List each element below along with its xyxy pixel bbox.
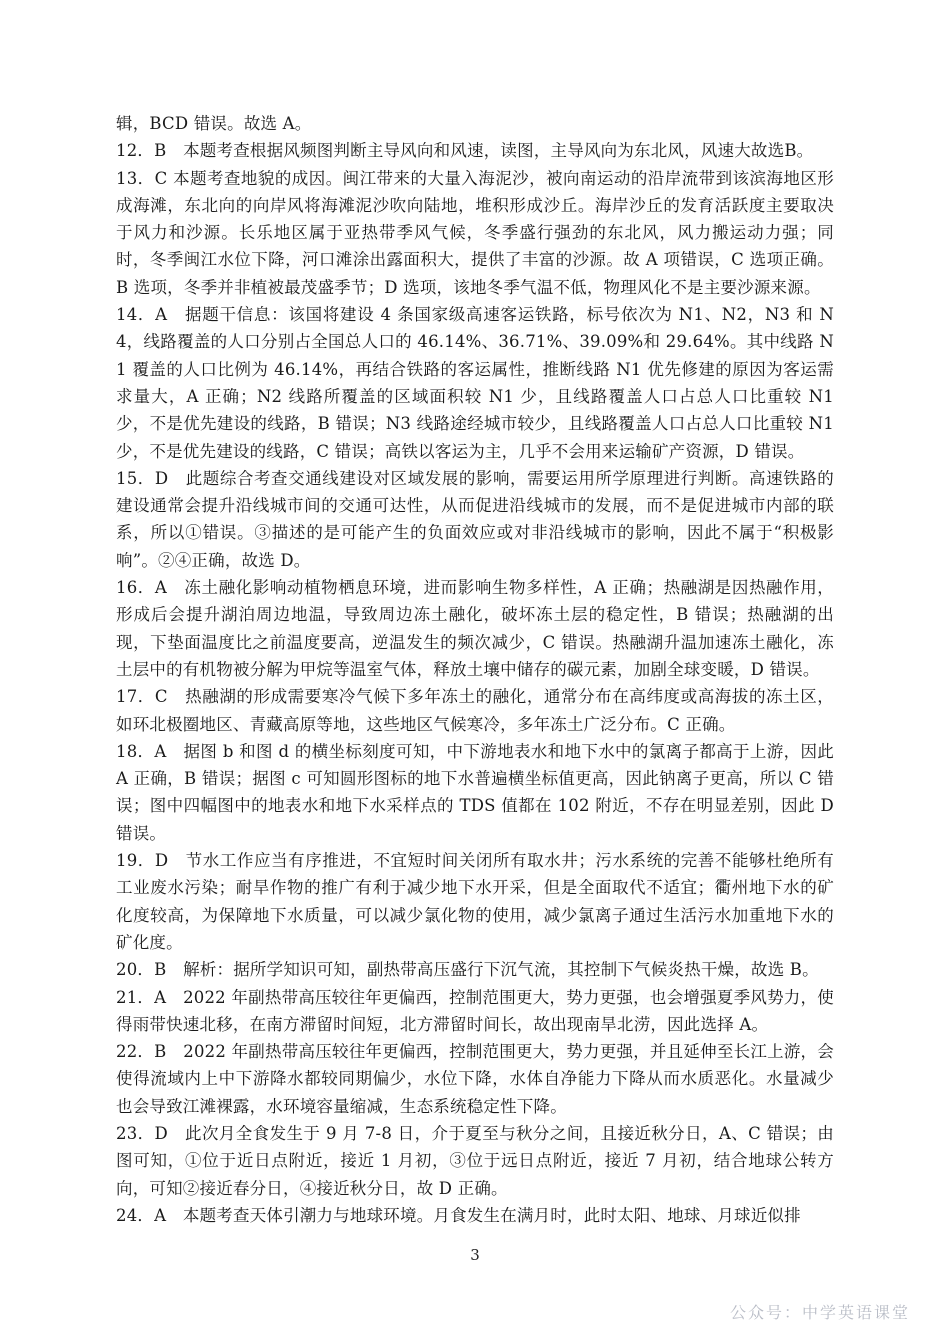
answer-23: 23．D 此次月全食发生于 9 月 7-8 日，介于夏至与秋分之间，且接近秋分日，A、C 错误；由图可知，①位于近日点附近，接近 1 月初，③位于远日点附近，接近 7 月初，结合地球公转方向，可知②接近春分日，④接近秋分日，故 D 正确。	[116, 1123, 834, 1198]
answer-22: 22．B 2022 年副热带高压较往年更偏西，控制范围更大，势力更强，并且延伸至长江上游，会使得流域内上中下游降水都较同期偏少，水位下降，水体自净能力下降从而水质恶化。水量减少也会导致江滩裸露，水环境容量缩减，生态系统稳定性下降。	[116, 1042, 834, 1116]
answer-17: 17．C 热融湖的形成需要寒冷气候下多年冻土的融化，通常分布在高纬度或高海拔的冻土区，如环北极圈地区、青藏高原等地，这些地区气候寒冷，多年冻土广泛分布。C 正确。	[116, 687, 834, 734]
paragraph-11-end: 辑，BCD 错误。故选 A。	[116, 114, 312, 133]
answer-13: 13．C 本题考查地貌的成因。闽江带来的大量入海泥沙，被向南运动的沿岸流带到该滨海地区形成海滩，东北向的向岸风将海滩泥沙吹向陆地，堆积形成沙丘。海岸沙丘的发育活跃度主要取决于风力和沙源。长乐地区属于亚热带季风气候，冬季盛行强劲的东北风，风力搬运动力强；同时，冬季闽江水位下降，河口滩涂出露面积大，提供了丰富的沙源。故 A 项错误，C 选项正确。B 选项，冬季并非植被最茂盛季节；D 选项，该地冬季气温不低，物理风化不是主要沙源来源。	[116, 168, 834, 297]
answer-18: 18．A 据图 b 和图 d 的横坐标刻度可知，中下游地表水和地下水中的氯离子都高于上游，因此 A 正确，B 错误；据图 c 可知圆形图标的地下水普遍横坐标值更高，因此钠离子更高，所以 C 错误；图中四幅图中的地表水和地下水采样点的 TDS 值都在 102 附近，不存在明显差别，因此 D 错误。	[116, 741, 834, 843]
answer-12: 12．B 本题考查根据风频图判断主导风向和风速，读图，主导风向为东北风，风速大故选B。	[116, 141, 814, 161]
watermark: 公众号：中学英语课堂	[729, 1303, 910, 1322]
answer-explanations	[116, 110, 834, 1229]
page-number: 3	[470, 1246, 480, 1264]
answer-21: 21．A 2022 年副热带高压较往年更偏西，控制范围更大，势力更强，也会增强夏季风势力，使得雨带快速北移，在南方滞留时间短，北方滞留时间长，故出现南旱北涝，因此选择 A。	[116, 987, 834, 1034]
answer-19: 19．D 节水工作应当有序推进，不宜短时间关闭所有取水井；污水系统的完善不能够杜绝所有工业废水污染；耐旱作物的推广有利于减少地下水开采，但是全面取代不适宜；衢州地下水的矿化度较高，为保障地下水质量，可以减少氯化物的使用，减少氯离子通过生活污水加重地下水的矿化度。	[116, 851, 834, 952]
answer-14: 14．A 据题干信息：该国将建设 4 条国家级高速客运铁路，标号依次为 N1、N2，N3 和 N4，线路覆盖的人口分别占全国总人口的 46.14%、36.71%、39.09%和 29.64%。其中线路 N1 覆盖的人口比例为 46.14%，再结合铁路的客运属性，推断线路 N1 优先修建的原因为客运需求量大，A 正确；N2 线路所覆盖的区域面积较 N1 少，且线路覆盖人口占总人口比重较 N1 少，不是优先建设的线路，B 错误；N3 线路途经城市较少，且线路覆盖人口占总人口比重较 N1 少，不是优先建设的线路，C 错误；高铁以客运为主，几乎不会用来运输矿产资源，D 错误。	[116, 305, 834, 461]
answer-16: 16．A 冻土融化影响动植物栖息环境，进而影响生物多样性，A 正确；热融湖是因热融作用，形成后会提升湖泊周边地温，导致周边冻土融化，破坏冻土层的稳定性，B 错误；热融湖的出现，下垫面温度比之前温度要高，逆温发生的频次减少，C 错误。热融湖升温加速冻土融化，冻土层中的有机物被分解为甲烷等温室气体，释放土壤中储存的碳元素，加剧全球变暖，D 错误。	[116, 578, 834, 679]
answer-24-start: 24．A 本题考查天体引潮力与地球环境。月食发生在满月时，此时太阳、地球、月球近似排	[116, 1205, 801, 1225]
answer-15: 15．D 此题综合考查交通线建设对区域发展的影响，需要运用所学原理进行判断。高速铁路的建设通常会提升沿线城市间的交通可达性，从而促进沿线城市的发展，而不是促进城市内部的联系，所以①错误。③描述的是可能产生的负面效应或对非沿线城市的影响，因此不属于“积极影响”。②④正确，故选 D。	[116, 468, 834, 570]
answer-20: 20．B 解析：据所学知识可知，副热带高压盛行下沉气流，其控制下气候炎热干燥，故选 B。	[116, 960, 819, 980]
